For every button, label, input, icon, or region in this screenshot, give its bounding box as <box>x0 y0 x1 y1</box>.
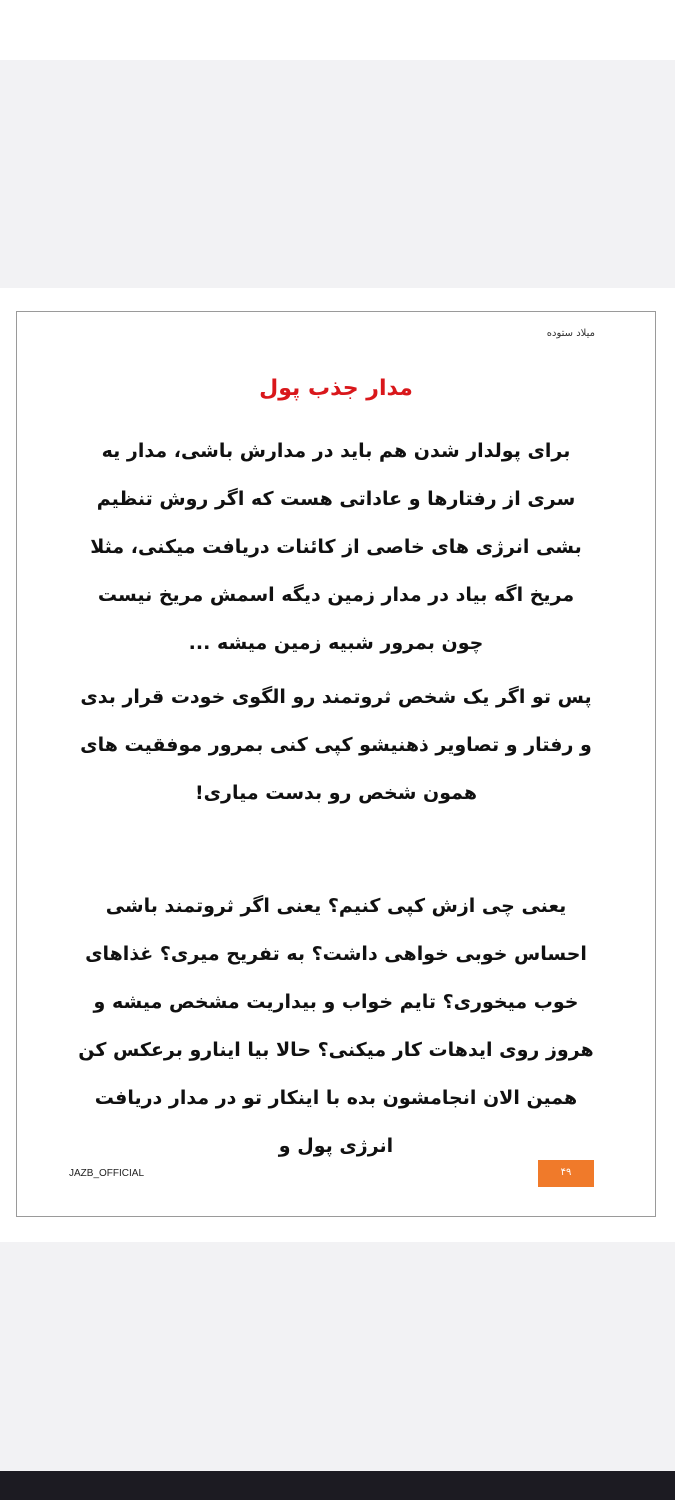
viewer-background-top <box>0 60 675 288</box>
page-number-badge: ۴۹ <box>538 1160 594 1187</box>
top-white-area <box>0 0 675 60</box>
paragraph-2: پس تو اگر یک شخص ثروتمند رو الگوی خودت قرار بدی و رفتار و تصاویر ذهنیشو کپی کنی بمرور موفقیت های همون شخص رو بدست میاری! <box>80 686 592 804</box>
document-page[interactable] <box>16 311 656 1217</box>
footer-brand: JAZB_OFFICIAL <box>69 1168 145 1179</box>
viewer-background-bottom <box>0 1242 675 1471</box>
author-name: میلاد ستوده <box>546 328 595 339</box>
paragraph-3: یعنی چی ازش کپی کنیم؟ یعنی اگر ثروتمند باشی احساس خوبی خواهی داشت؟ به تفریح میری؟ غذاهای خوب میخوری؟ تایم خواب و بیداریت مشخص میشه و هروز روی ایدهات کار میکنی؟ حالا بیا اینارو برعکس کن همین الان انجامشون بده با اینکار تو در مدار دریافت انرژی پول و <box>78 895 594 1157</box>
page-title: مدار جذب پول <box>259 376 413 401</box>
bottom-navigation-bar <box>0 1471 675 1500</box>
paragraph-1: برای پولدار شدن هم باید در مدارش باشی، مدار یه سری از رفتارها و عاداتی هست که اگر روش تنظیم بشی انرژی های خاصی از کائنات دریافت میکنی، مثلا مریخ اگه بیاد در مدار زمین دیگه اسمش مریخ نیست چون بمرور شبیه زمین میشه ... <box>90 440 582 654</box>
